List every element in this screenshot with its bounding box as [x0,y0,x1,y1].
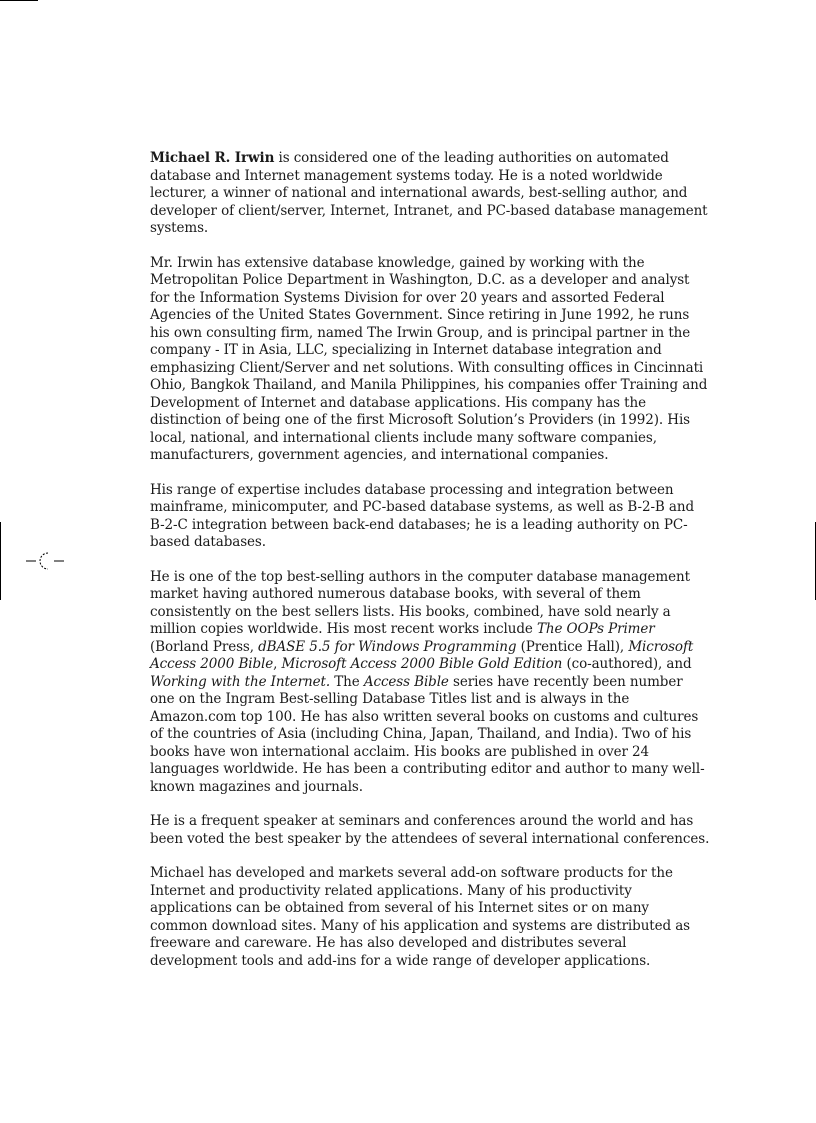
registration-mark-icon [24,549,66,573]
author-name: Michael R. Irwin [150,150,275,166]
author-bio [150,150,710,987]
bio-paragraph-1: Michael R. Irwin is considered one of the leading authorities on automated database and Internet management systems today. He is a noted worldwide lecturer, a winner of national and international awards, best-selling author, and developer of client/server, Internet, Intranet, and PC-based database management systems. [150,150,708,236]
book-title: dBASE 5.5 for Windows Programming [258,638,517,655]
book-title: Microsoft Access 2000 Bible [150,638,694,672]
crop-mark-left [0,522,1,600]
bio-paragraph-4: He is one of the top best-selling authors in the computer database management market having authored numerous database books, with several of them consistently on the best sellers lists. His books, combined, have sold nearly a million copies worldwide. His most recent works include The OOPs Primer (Borland Press, dBASE 5.5 for Windows Programming (Prentice Hall), Microsoft Access 2000 Bible, Microsoft Access 2000 Bible Gold Edition (co-authored), and Working with the Internet. The Access Bible series have recently been number one on the Ingram Best-selling Database Titles list and is always in the Amazon.com top 100. He has also written several books on customs and cultures of the countries of Asia (including China, Japan, Thailand, and India). Two of his books have won international acclaim. His books are published in over 24 languages worldwide. He has been a contributing editor and author to many well-known magazines and journals. [150,568,705,795]
bio-paragraph-6: Michael has developed and markets several add-on software products for the Internet and productivity related applications. Many of his productivity applications can be obtained from several of his Internet sites or on many common download sites. Many of his application and systems are distributed as freeware and careware. He has also developed and distributes several development tools and add-ins for a wide range of developer applications. [150,865,691,969]
bio-paragraph-2: Mr. Irwin has extensive database knowledge, gained by working with the Metropolitan Police Department in Washington, D.C. as a developer and analyst for the Information Systems Division for over 20 years and assorted Federal Agencies of the United States Government. Since retiring in June 1992, he runs his own consulting firm, named The Irwin Group, and is principal partner in the company - IT in Asia, LLC, specializing in Internet database integration and emphasizing Client/Server and net solutions. With consulting offices in Cincinnati Ohio, Bangkok Thailand, and Manila Philippines, his companies offer Training and Development of Internet and database applications. His company has the distinction of being one of the first Microsoft Solution’s Providers (in 1992). His local, national, and international clients include many software companies, manufacturers, government agencies, and international companies. [150,254,708,463]
book-title: Microsoft Access 2000 Bible Gold Edition [281,656,563,672]
book-title: The OOPs Primer [536,621,655,637]
bio-paragraph-3: His range of expertise includes database processing and integration between mainframe, minicomputer, and PC-based database systems, as well as B-2-B and B-2-C integration between back-end databases; he is a leading authority on PC-based databases. [150,481,695,550]
book-title: Working with the Internet. [150,673,331,690]
bio-paragraph-5: He is a frequent speaker at seminars and conferences around the world and has been voted the best speaker by the attendees of several international conferences. [150,813,710,847]
crop-mark-top [0,0,38,1]
book-title: Access Bible [363,673,449,690]
